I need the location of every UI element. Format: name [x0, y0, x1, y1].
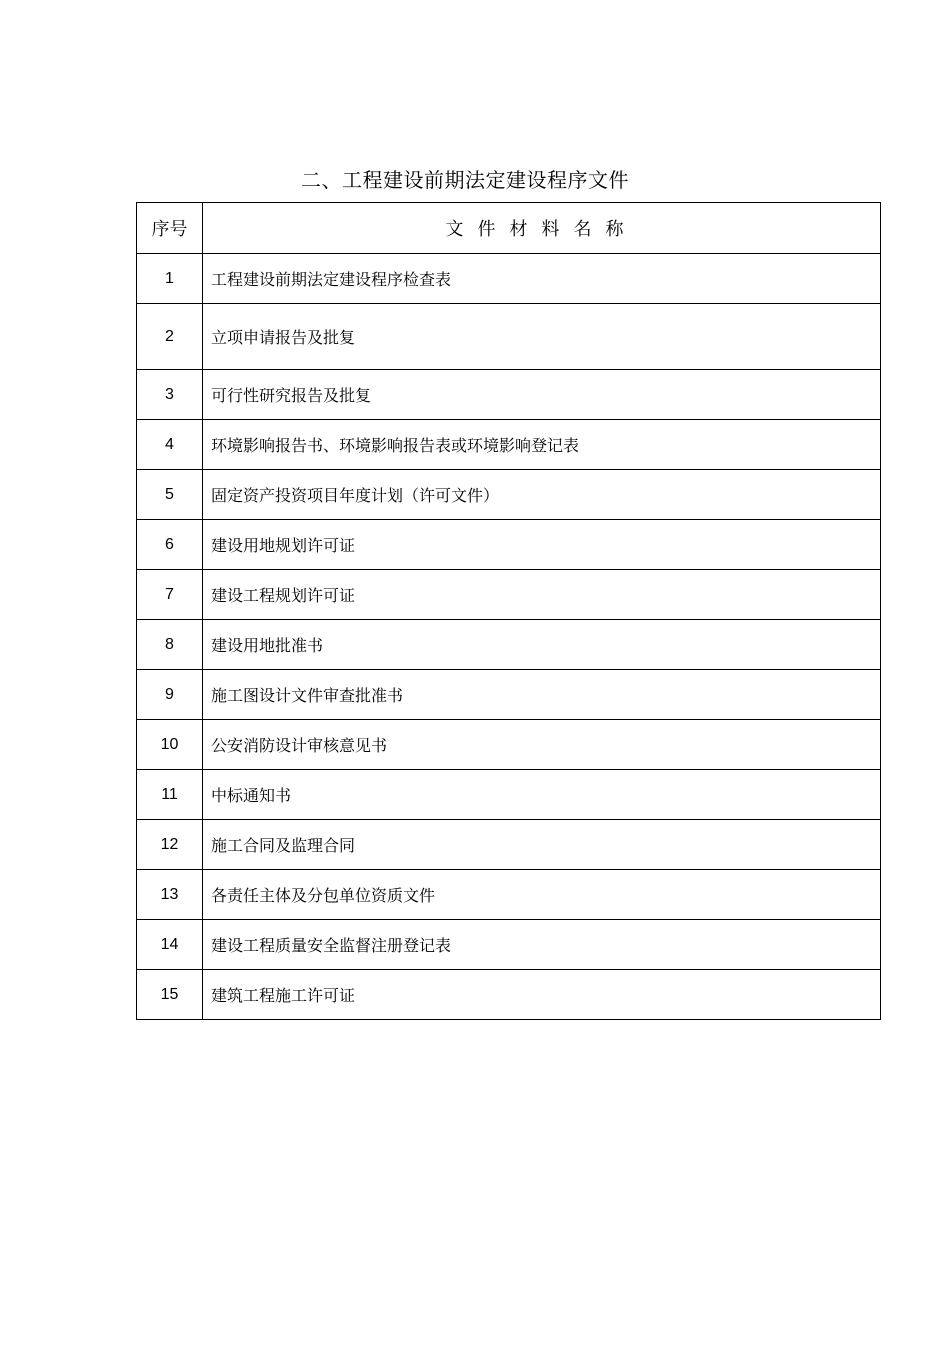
header-document-name: 文件材料名称	[203, 203, 881, 254]
table-row	[137, 370, 881, 420]
row-document-name: 建设工程质量安全监督注册登记表	[203, 920, 881, 970]
table-row	[137, 254, 881, 304]
row-number: 15	[137, 970, 203, 1020]
table-row	[137, 770, 881, 820]
row-number: 5	[137, 470, 203, 520]
row-number: 14	[137, 920, 203, 970]
row-document-name: 公安消防设计审核意见书	[203, 720, 881, 770]
header-serial-number: 序号	[137, 203, 203, 254]
row-number: 9	[137, 670, 203, 720]
row-number: 11	[137, 770, 203, 820]
row-document-name: 建设用地批准书	[203, 620, 881, 670]
table-header-row	[137, 203, 881, 254]
table-row	[137, 620, 881, 670]
document-table	[136, 202, 881, 1020]
table-row	[137, 720, 881, 770]
table-row	[137, 420, 881, 470]
row-document-name: 环境影响报告书、环境影响报告表或环境影响登记表	[203, 420, 881, 470]
table-row	[137, 670, 881, 720]
row-document-name: 工程建设前期法定建设程序检查表	[203, 254, 881, 304]
row-number: 3	[137, 370, 203, 420]
row-document-name: 施工合同及监理合同	[203, 820, 881, 870]
table-row	[137, 304, 881, 370]
row-number: 13	[137, 870, 203, 920]
row-number: 4	[137, 420, 203, 470]
table-row	[137, 970, 881, 1020]
row-document-name: 建筑工程施工许可证	[203, 970, 881, 1020]
row-number: 2	[137, 304, 203, 370]
table-row	[137, 470, 881, 520]
row-number: 10	[137, 720, 203, 770]
row-document-name: 可行性研究报告及批复	[203, 370, 881, 420]
row-document-name: 中标通知书	[203, 770, 881, 820]
table-row	[137, 520, 881, 570]
row-document-name: 固定资产投资项目年度计划（许可文件）	[203, 470, 881, 520]
table-row	[137, 570, 881, 620]
row-document-name: 建设工程规划许可证	[203, 570, 881, 620]
row-document-name: 施工图设计文件审查批准书	[203, 670, 881, 720]
table-row	[137, 870, 881, 920]
row-number: 1	[137, 254, 203, 304]
row-number: 6	[137, 520, 203, 570]
row-number: 12	[137, 820, 203, 870]
table-row	[137, 920, 881, 970]
row-document-name: 立项申请报告及批复	[203, 304, 881, 370]
table-row	[137, 820, 881, 870]
row-document-name: 建设用地规划许可证	[203, 520, 881, 570]
row-number: 7	[137, 570, 203, 620]
page-title: 二、工程建设前期法定建设程序文件	[301, 168, 629, 192]
row-document-name: 各责任主体及分包单位资质文件	[203, 870, 881, 920]
row-number: 8	[137, 620, 203, 670]
